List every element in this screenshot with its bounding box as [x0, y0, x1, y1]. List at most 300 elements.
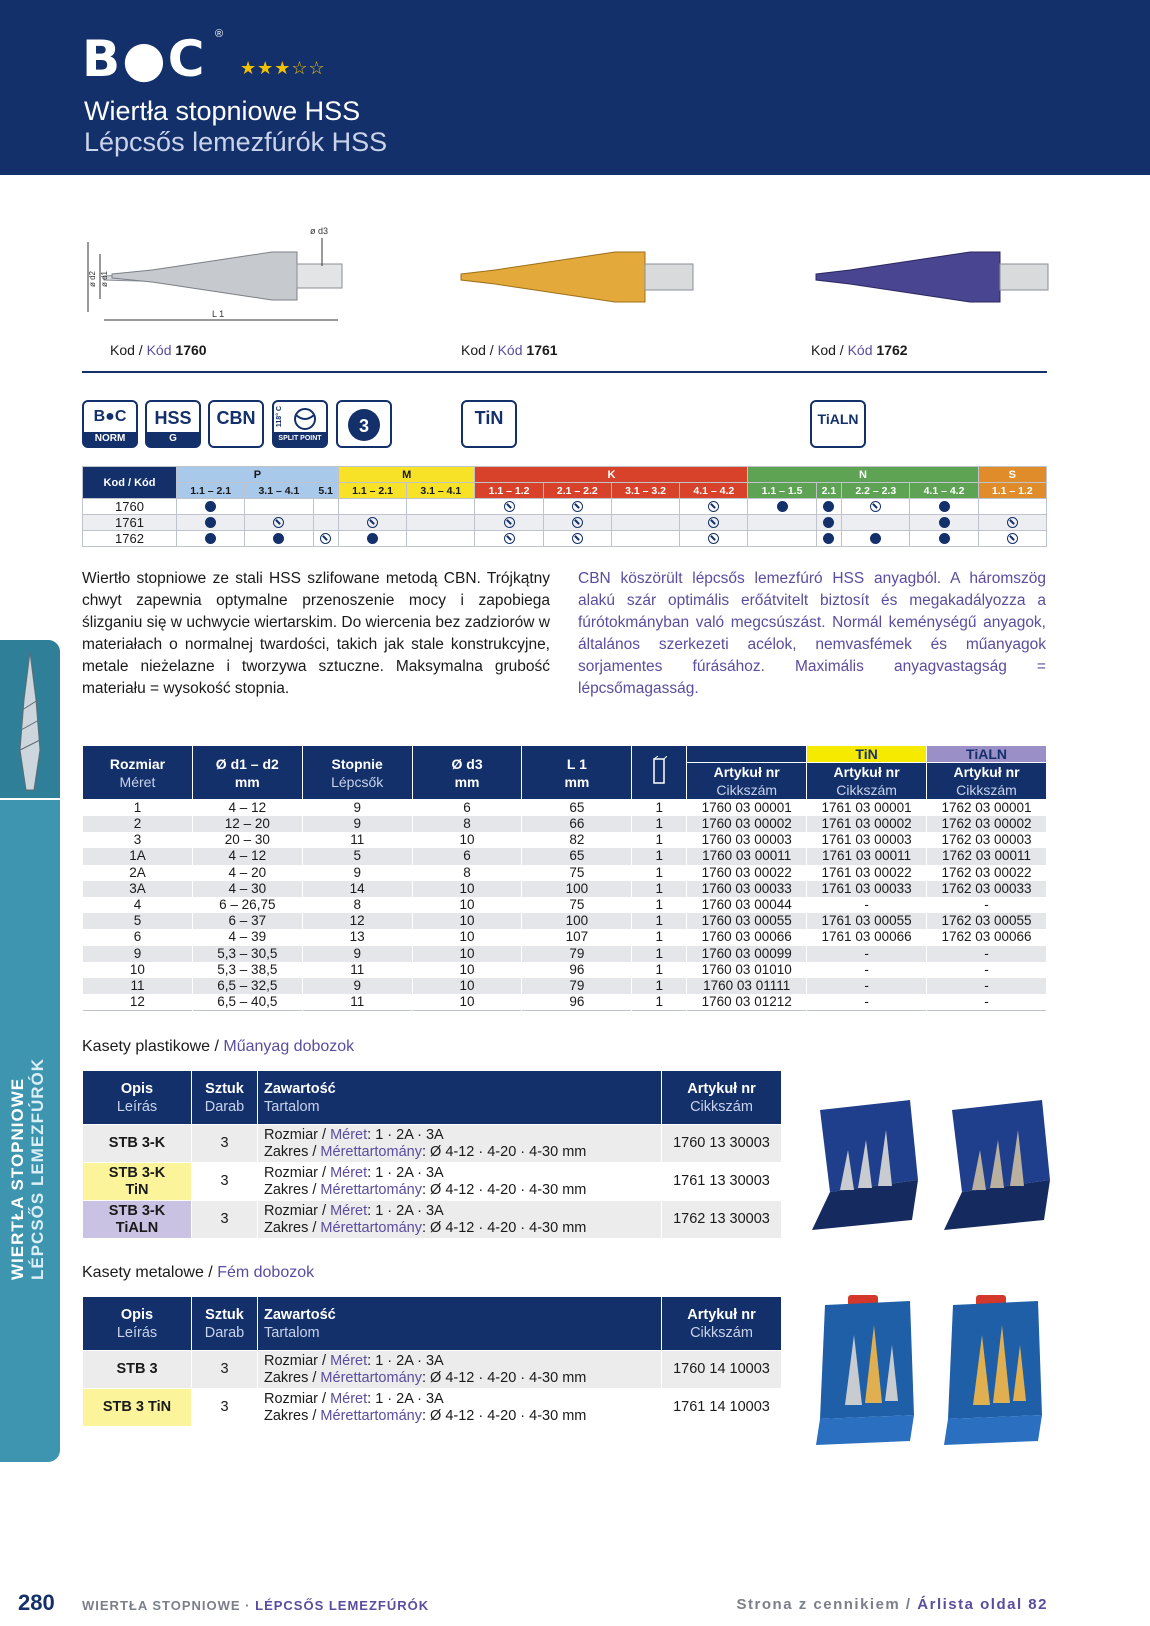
spec-cell: 10 [412, 978, 522, 994]
spec-cell: 1761 03 00022 [807, 865, 927, 881]
zawartosc-header: Zawartość Tartalom [258, 1297, 662, 1351]
tialn-coating-header: TiALN [927, 746, 1047, 763]
spec-row [83, 913, 1047, 929]
materials-cell [313, 499, 338, 515]
spec-cell: 4 – 12 [192, 800, 302, 817]
spec-cell: - [807, 946, 927, 962]
kod-header: Kod / Kód [83, 467, 177, 499]
plastic-case-image-2 [932, 1100, 1057, 1235]
spec-cell: 1761 03 00003 [807, 832, 927, 848]
materials-row-code: 1762 [83, 531, 177, 547]
materials-cell [407, 499, 475, 515]
material-subgroup: 3.1 – 4.1 [407, 483, 475, 499]
spec-cell: 10 [412, 897, 522, 913]
conditionally-suitable-icon [708, 501, 719, 512]
material-subgroup: 3.1 – 4.1 [245, 483, 313, 499]
spec-row [83, 962, 1047, 978]
spec-cell: 9 [302, 816, 412, 832]
spec-cell: 6 [412, 800, 522, 817]
page-number: 280 [18, 1590, 55, 1615]
conditionally-suitable-icon [708, 517, 719, 528]
spec-cell: 1 [83, 800, 193, 817]
tin-coating-header: TiN [807, 746, 927, 763]
suitable-dot-icon [205, 533, 216, 544]
materials-cell [816, 499, 841, 515]
materials-cell [177, 515, 245, 531]
opis-header: Opis Leírás [83, 1297, 192, 1351]
spec-cell: 1760 03 01111 [687, 978, 807, 994]
case-contents: Rozmiar / Méret: 1 · 2A · 3A Zakres / Mérettartomány: Ø 4-12 · 4-20 · 4-30 mm [258, 1351, 662, 1389]
material-group-k: K [475, 467, 748, 483]
materials-cell [245, 499, 313, 515]
spec-cell: 1A [83, 848, 193, 864]
spec-row [83, 832, 1047, 848]
materials-cell [748, 531, 816, 547]
materials-cell [475, 531, 543, 547]
product-code-1762: Kod / Kód 1762 [811, 342, 908, 358]
suitable-dot-icon [823, 517, 834, 528]
col-size: Rozmiar Méret [83, 746, 193, 800]
spec-cell: 2 [83, 816, 193, 832]
spec-cell: 9 [302, 865, 412, 881]
spec-cell: - [927, 897, 1047, 913]
spec-cell: 1762 03 00003 [927, 832, 1047, 848]
materials-cell [680, 499, 748, 515]
spec-cell: 9 [302, 800, 412, 817]
material-group-p: P [177, 467, 339, 483]
spec-cell: 1762 03 00055 [927, 913, 1047, 929]
spec-cell: 6 [412, 848, 522, 864]
materials-cell [543, 499, 611, 515]
material-subgroup: 4.1 – 4.2 [680, 483, 748, 499]
materials-cell [475, 515, 543, 531]
drill-1762-image [810, 240, 1060, 320]
materials-cell [910, 531, 978, 547]
dim-d3-label: ø d3 [310, 226, 329, 236]
spec-cell: - [807, 897, 927, 913]
case-contents: Rozmiar / Méret: 1 · 2A · 3A Zakres / Mérettartomány: Ø 4-12 · 4-20 · 4-30 mm [258, 1125, 662, 1163]
boc-logo: B●C [82, 30, 207, 88]
material-group-s: S [978, 467, 1046, 483]
spec-cell: 20 – 30 [192, 832, 302, 848]
spec-cell: 6,5 – 32,5 [192, 978, 302, 994]
split-point-icon [290, 407, 320, 431]
spec-table [82, 745, 1047, 1011]
spec-row [83, 946, 1047, 962]
materials-cell [611, 531, 679, 547]
spec-cell: 4 – 39 [192, 929, 302, 945]
conditionally-suitable-icon [273, 517, 284, 528]
spec-cell: 1760 03 00002 [687, 816, 807, 832]
case-quantity: 3 [192, 1125, 258, 1163]
case-quantity: 3 [192, 1163, 258, 1201]
spec-cell: 107 [522, 929, 632, 945]
spec-cell: 10 [412, 946, 522, 962]
spec-cell: 1 [632, 897, 687, 913]
spec-cell: 1760 03 00003 [687, 832, 807, 848]
sztuk-header: Sztuk Darab [192, 1297, 258, 1351]
drill-1760-diagram [82, 224, 352, 334]
spec-cell: 1 [632, 978, 687, 994]
spec-cell: 11 [302, 962, 412, 978]
triangle-shank-icon [344, 405, 384, 445]
suitable-dot-icon [939, 517, 950, 528]
boc-norm-badge: B●C NORM [82, 400, 138, 448]
spec-cell: 1 [632, 994, 687, 1011]
plastic-cases-table [82, 1070, 782, 1239]
materials-cell [611, 499, 679, 515]
spec-cell: 9 [83, 946, 193, 962]
spec-cell: 1760 03 00044 [687, 897, 807, 913]
artykul-header: Artykuł nr Cikkszám [662, 1297, 782, 1351]
metal-case-row [83, 1351, 782, 1389]
spec-cell: 100 [522, 913, 632, 929]
side-tab-line1: WIERTŁA STOPNIOWE [8, 1077, 27, 1280]
spec-cell: - [807, 994, 927, 1011]
description-pl: Wiertło stopniowe ze stali HSS szlifowane metodą CBN. Trójkątny chwyt zapewnia optymalne przenoszenie mocy i zapobiega ślizganiu się w uchwycie wiertarskim. Do wiercenia bez zadziorów w materiałach o normalnej twardości, takich jak stale konstrukcyjne, metale nieżelazne i tworzywa sztuczne. Maksymalna grubość materiału = wysokość stopnia. [82, 570, 550, 697]
materials-cell [177, 531, 245, 547]
suitable-dot-icon [870, 533, 881, 544]
section-divider [82, 371, 1047, 373]
suitable-dot-icon [367, 533, 378, 544]
spec-cell: 1761 03 00001 [807, 800, 927, 817]
registered-mark: ® [215, 28, 224, 40]
drill-1761-image [455, 240, 705, 320]
materials-cell [842, 531, 910, 547]
case-article-number: 1760 14 10003 [662, 1351, 782, 1389]
footer-price-list-ref: Strona z cennikiem / Árlista oldal 82 [736, 1596, 1048, 1613]
dim-d1-label: ø d1 [100, 270, 109, 287]
col-art-1761: Artykuł nr Cikkszám [807, 763, 927, 800]
spec-cell: 1 [632, 832, 687, 848]
materials-row [83, 531, 1047, 547]
case-article-number: 1762 13 30003 [662, 1201, 782, 1239]
conditionally-suitable-icon [1007, 533, 1018, 544]
materials-cell [407, 515, 475, 531]
materials-cell [313, 515, 338, 531]
materials-cell [748, 515, 816, 531]
spec-row [83, 848, 1047, 864]
spec-row [83, 800, 1047, 817]
spec-cell: 96 [522, 994, 632, 1011]
spec-cell: 1761 03 00055 [807, 913, 927, 929]
material-subgroup: 1.1 – 2.1 [338, 483, 406, 499]
side-tab-label [8, 980, 48, 1280]
spec-cell: 1 [632, 929, 687, 945]
material-subgroup: 2.1 – 2.2 [543, 483, 611, 499]
spec-cell: 1760 03 00055 [687, 913, 807, 929]
spec-cell: 4 – 12 [192, 848, 302, 864]
sztuk-header: Sztuk Darab [192, 1071, 258, 1125]
triangle-shank-badge [336, 400, 392, 448]
materials-cell [611, 515, 679, 531]
materials-cell [407, 531, 475, 547]
spec-cell: 79 [522, 978, 632, 994]
spec-cell: 8 [302, 897, 412, 913]
materials-cell [313, 531, 338, 547]
case-contents: Rozmiar / Méret: 1 · 2A · 3A Zakres / Mérettartomány: Ø 4-12 · 4-20 · 4-30 mm [258, 1201, 662, 1239]
materials-cell [338, 499, 406, 515]
col-art-1760: Artykuł nr Cikkszám [687, 763, 807, 800]
conditionally-suitable-icon [367, 517, 378, 528]
conditionally-suitable-icon [504, 517, 515, 528]
materials-row [83, 515, 1047, 531]
spec-cell: 4 – 30 [192, 881, 302, 897]
spec-cell: 1762 03 00033 [927, 881, 1047, 897]
split-point-badge: 118° C SPLIT POINT [272, 400, 328, 448]
materials-cell [842, 499, 910, 515]
spec-cell: 10 [83, 962, 193, 978]
spec-cell: 12 [302, 913, 412, 929]
material-subgroup: 2.1 [816, 483, 841, 499]
spec-cell: 1 [632, 913, 687, 929]
spec-cell: 10 [412, 962, 522, 978]
materials-cell [978, 515, 1046, 531]
metal-cases-table [82, 1296, 782, 1427]
materials-cell [338, 515, 406, 531]
spec-cell: 10 [412, 994, 522, 1011]
spec-cell: 10 [412, 881, 522, 897]
spec-cell: 8 [412, 865, 522, 881]
spec-cell: 1 [632, 962, 687, 978]
spec-cell: 1 [632, 816, 687, 832]
suitable-dot-icon [939, 533, 950, 544]
materials-cell [978, 499, 1046, 515]
spec-cell: 79 [522, 946, 632, 962]
materials-row-code: 1761 [83, 515, 177, 531]
spec-cell: 1762 03 00011 [927, 848, 1047, 864]
material-subgroup: 5.1 [313, 483, 338, 499]
spec-cell: 96 [522, 962, 632, 978]
case-name: STB 3-K TiN [83, 1163, 192, 1201]
spec-cell: 10 [412, 832, 522, 848]
case-contents: Rozmiar / Méret: 1 · 2A · 3A Zakres / Mérettartomány: Ø 4-12 · 4-20 · 4-30 mm [258, 1163, 662, 1201]
materials-row [83, 499, 1047, 515]
spec-cell: 6,5 – 40,5 [192, 994, 302, 1011]
opis-header: Opis Leírás [83, 1071, 192, 1125]
spec-row [83, 816, 1047, 832]
spec-cell: 5 [302, 848, 412, 864]
spec-cell: 75 [522, 897, 632, 913]
spec-cell: 10 [412, 913, 522, 929]
page-header [0, 0, 1150, 175]
material-subgroup: 4.1 – 4.2 [910, 483, 978, 499]
spec-cell: 4 – 20 [192, 865, 302, 881]
plastic-case-row [83, 1163, 782, 1201]
spec-cell: 1760 03 00011 [687, 848, 807, 864]
spec-cell: - [927, 978, 1047, 994]
metal-cases-title: Kasety metalowe / Fém dobozok [82, 1264, 315, 1281]
case-article-number: 1761 14 10003 [662, 1389, 782, 1427]
page-title-pl: Wiertła stopniowe HSS [84, 96, 361, 126]
conditionally-suitable-icon [708, 533, 719, 544]
col-d3: Ø d3 mm [412, 746, 522, 800]
spec-cell: 8 [412, 816, 522, 832]
spec-cell: 2A [83, 865, 193, 881]
materials-cell [680, 531, 748, 547]
spec-cell: 1 [632, 946, 687, 962]
spec-cell: 100 [522, 881, 632, 897]
product-code-1761: Kod / Kód 1761 [461, 342, 558, 358]
materials-cell [475, 499, 543, 515]
case-name: STB 3-K TiALN [83, 1201, 192, 1239]
spec-cell: 11 [302, 832, 412, 848]
case-article-number: 1761 13 30003 [662, 1163, 782, 1201]
spec-row [83, 865, 1047, 881]
plastic-case-row [83, 1125, 782, 1163]
spec-cell: - [807, 962, 927, 978]
spec-cell: 65 [522, 848, 632, 864]
dim-l1-label: L 1 [212, 309, 225, 319]
material-subgroup: 2.2 – 2.3 [842, 483, 910, 499]
spec-cell: 1760 03 00066 [687, 929, 807, 945]
spec-cell: 65 [522, 800, 632, 817]
spec-cell: 5,3 – 38,5 [192, 962, 302, 978]
conditionally-suitable-icon [320, 533, 331, 544]
spec-cell: 1761 03 00002 [807, 816, 927, 832]
materials-cell [177, 499, 245, 515]
col-art-1760-top [687, 746, 807, 763]
suitable-dot-icon [777, 501, 788, 512]
spec-cell: 9 [302, 946, 412, 962]
rating-stars: ★★★☆☆ [240, 58, 326, 78]
case-article-number: 1760 13 30003 [662, 1125, 782, 1163]
svg-text:3: 3 [359, 416, 370, 436]
product-code-1760: Kod / Kód 1760 [110, 342, 207, 358]
spec-cell: 10 [412, 929, 522, 945]
materials-cell [245, 515, 313, 531]
page-title-hu: Lépcsős lemezfúrók HSS [84, 127, 388, 157]
metal-case-row [83, 1389, 782, 1427]
plastic-cases-title: Kasety plastikowe / Műanyag dobozok [82, 1038, 355, 1055]
materials-cell [748, 499, 816, 515]
spec-cell: 6 – 26,75 [192, 897, 302, 913]
spec-cell: - [927, 994, 1047, 1011]
artykul-header: Artykuł nr Cikkszám [662, 1071, 782, 1125]
case-name: STB 3 TiN [83, 1389, 192, 1427]
spec-cell: 6 – 37 [192, 913, 302, 929]
spec-cell: 3 [83, 832, 193, 848]
materials-cell [978, 531, 1046, 547]
hss-g-badge: HSS G [145, 400, 201, 448]
spec-cell: 11 [83, 978, 193, 994]
material-subgroup: 1.1 – 1.5 [748, 483, 816, 499]
metal-case-image-1 [810, 1295, 920, 1445]
spec-cell: 1761 03 00011 [807, 848, 927, 864]
case-name: STB 3-K [83, 1125, 192, 1163]
spec-cell: 1760 03 00033 [687, 881, 807, 897]
spec-cell: 1762 03 00002 [927, 816, 1047, 832]
footer-section-label: WIERTŁA STOPNIOWE · LÉPCSŐS LEMEZFÚRÓK [82, 1598, 430, 1613]
spec-cell: 66 [522, 816, 632, 832]
material-subgroup: 1.1 – 1.2 [475, 483, 543, 499]
spec-cell: 3A [83, 881, 193, 897]
side-tab-line2: LÉPCSŐS LEMEZFÚRÓK [28, 1057, 47, 1280]
spec-row [83, 994, 1047, 1011]
spec-cell: 1762 03 00022 [927, 865, 1047, 881]
spec-cell: 1760 03 00099 [687, 946, 807, 962]
material-subgroup: 3.1 – 3.2 [611, 483, 679, 499]
tin-badge: TiN [461, 400, 517, 448]
spec-cell: 4 [83, 897, 193, 913]
spec-cell: 9 [302, 978, 412, 994]
zawartosc-header: Zawartość Tartalom [258, 1071, 662, 1125]
plastic-case-row [83, 1201, 782, 1239]
spec-cell: 12 – 20 [192, 816, 302, 832]
spec-cell: 13 [302, 929, 412, 945]
description-hu: CBN köszörült lépcsős lemezfúró HSS anyagból. A háromszög alakú szár optimális erőátvitelt biztosít és megakadályozza a fúrótokmányban való megcsúszást. Normál keménységű anyagok, általános szerkezeti acélok, nemvasfémek és műanyagok sorjamentes fúrásához. Maximális anyagvastagság = lépcsőmagasság. [578, 570, 1046, 697]
suitable-dot-icon [205, 517, 216, 528]
metal-case-image-2 [938, 1295, 1048, 1445]
col-steps: Stopnie Lépcsők [302, 746, 412, 800]
material-group-m: M [338, 467, 475, 483]
materials-cell [842, 515, 910, 531]
spec-cell: 12 [83, 994, 193, 1011]
col-art-1762: Artykuł nr Cikkszám [927, 763, 1047, 800]
spec-cell: 1761 03 00066 [807, 929, 927, 945]
dim-d2-label: ø d2 [88, 270, 97, 287]
spec-cell: 1760 03 00022 [687, 865, 807, 881]
spec-cell: 1 [632, 848, 687, 864]
materials-cell [245, 531, 313, 547]
spec-cell: - [807, 978, 927, 994]
spec-cell: 1761 03 00033 [807, 881, 927, 897]
spec-row [83, 929, 1047, 945]
spec-cell: 1760 03 01010 [687, 962, 807, 978]
side-tab-drill-image [0, 640, 60, 800]
spec-cell: 75 [522, 865, 632, 881]
materials-table [82, 466, 1047, 547]
material-subgroup: 1.1 – 2.1 [177, 483, 245, 499]
spec-cell: 1 [632, 865, 687, 881]
spec-cell: 1760 03 01212 [687, 994, 807, 1011]
suitable-dot-icon [939, 501, 950, 512]
spec-cell: 1762 03 00001 [927, 800, 1047, 817]
case-name: STB 3 [83, 1351, 192, 1389]
spec-cell: 1760 03 00001 [687, 800, 807, 817]
materials-cell [910, 515, 978, 531]
pack-icon [651, 756, 667, 786]
cbn-badge: CBN [208, 400, 264, 448]
spec-cell: 5 [83, 913, 193, 929]
conditionally-suitable-icon [572, 501, 583, 512]
suitable-dot-icon [823, 533, 834, 544]
conditionally-suitable-icon [870, 501, 881, 512]
spec-row [83, 897, 1047, 913]
spec-cell: 5,3 – 30,5 [192, 946, 302, 962]
materials-cell [543, 515, 611, 531]
conditionally-suitable-icon [504, 533, 515, 544]
materials-cell [816, 531, 841, 547]
col-l1: L 1 mm [522, 746, 632, 800]
col-pack [632, 746, 687, 800]
plastic-case-image-1 [800, 1100, 925, 1235]
materials-cell [543, 531, 611, 547]
material-group-n: N [748, 467, 978, 483]
spec-cell: 6 [83, 929, 193, 945]
conditionally-suitable-icon [1007, 517, 1018, 528]
tialn-badge: TiALN [810, 400, 866, 448]
spec-cell: - [927, 962, 1047, 978]
case-quantity: 3 [192, 1201, 258, 1239]
spec-cell: 1 [632, 881, 687, 897]
case-contents: Rozmiar / Méret: 1 · 2A · 3A Zakres / Mérettartomány: Ø 4-12 · 4-20 · 4-30 mm [258, 1389, 662, 1427]
spec-cell: 1762 03 00066 [927, 929, 1047, 945]
suitable-dot-icon [205, 501, 216, 512]
case-quantity: 3 [192, 1389, 258, 1427]
material-subgroup: 1.1 – 1.2 [978, 483, 1046, 499]
materials-row-code: 1760 [83, 499, 177, 515]
